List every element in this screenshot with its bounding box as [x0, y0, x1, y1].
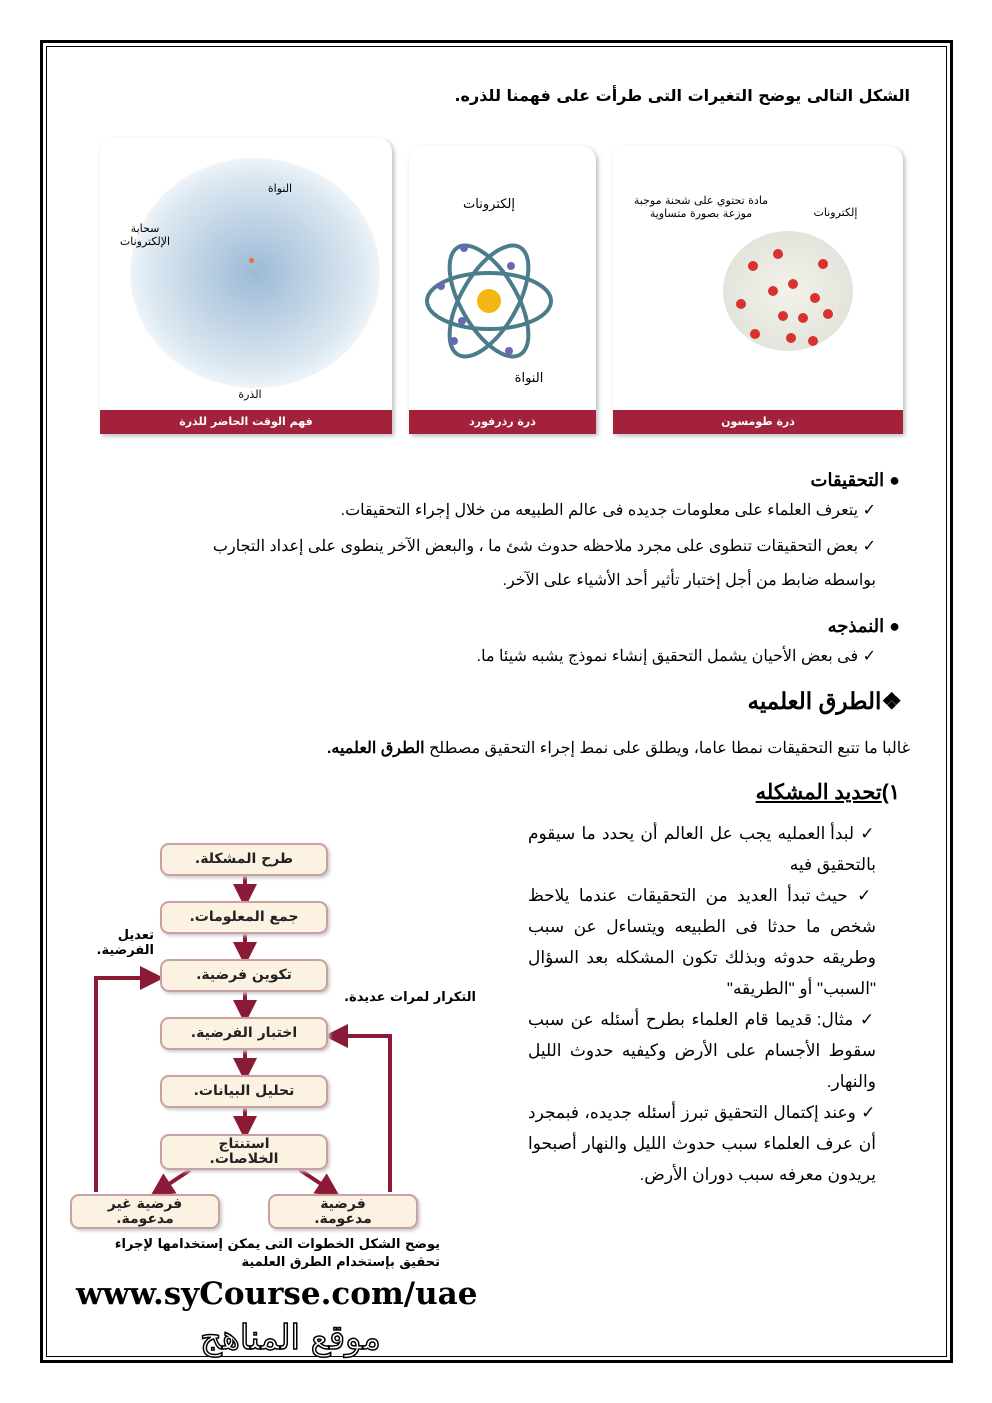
- label-nucleus: النواة: [267, 182, 293, 195]
- list-item: ✓ يتعرف العلماء على معلومات جديده فى عالم الطبيعه من خلال إجراء التحقيقات.: [340, 502, 876, 519]
- label-nucleus: النواة: [514, 371, 544, 386]
- list-item: ✓ بعض التحقيقات تنطوى على مجرد ملاحظه حدوث شئ ما ، والبعض الآخر ينطوى على إعداد التجارب: [212, 538, 876, 555]
- list-item: ✓ وعند إكتمال التحقيق تبرز أسئله جديده، فبمجرد أن عرف العلماء سبب حدوث الليل والنهار أصبحوا يريدون معرفه سبب دوران الأرض.: [528, 1103, 877, 1184]
- methods-intro: غالبا ما تتبع التحقيقات نمطا عاما، ويطلق على نمط إجراء التحقيق مصطلح الطرق العلميه.: [326, 740, 910, 757]
- flow-step-5: تحليل البيانات.: [160, 1075, 328, 1108]
- label-electrons: إلكترونات: [813, 206, 858, 219]
- list-item: ✓ مثال: قديما قام العلماء بطرح أسئله عن سبب سقوط الأجسام على الأرض وكيفيه حدوث الليل والنهار.: [528, 1010, 876, 1091]
- heading-define-problem: ١)تحديد المشكله: [755, 781, 900, 804]
- thomson-title: ذرة طومسون: [613, 410, 903, 434]
- list-item: ✓ فى بعض الأحيان يشمل التحقيق إنشاء نموذج يشبه شيئا ما.: [476, 648, 876, 665]
- list-item: ✓ لبدأ العمليه يجب عل العالم أن يحدد ما سيقوم بالتحقيق فيه: [528, 824, 877, 874]
- thomson-atom-card: [613, 146, 903, 434]
- problem-list: [528, 818, 876, 1190]
- flow-unsupported: فرضية غير مدعومة.: [70, 1194, 220, 1229]
- label-positive-matter: مادة تحتوي على شحنة موجبة موزعة بصورة متساوية: [633, 194, 769, 220]
- list-item: ✓ حيث تبدأ العديد من التحقيقات عندما يلاحظ شخص ما حدثا فى الطبيعه ويتساءل عن سبب وطريقه حدوثه وبذلك تكون المشكله بعد السؤال "السبب" أو "الطريقه": [528, 886, 876, 998]
- heading-scientific-methods: ❖الطرق العلميه: [747, 688, 902, 714]
- flow-caption: يوضح الشكل الخطوات التى يمكن إستخدامها لإجراء تحقيق بإستخدام الطرق العلمية: [114, 1237, 440, 1270]
- flow-supported: فرضية مدعومة.: [268, 1194, 418, 1229]
- heading-investigations: ● التحقيقات: [810, 470, 900, 490]
- electron-cloud: [130, 158, 380, 388]
- rutherford-atom-card: [409, 146, 596, 434]
- flow-step-1: طرح المشكلة.: [160, 843, 328, 876]
- watermark-site: موقع المناهج: [200, 1318, 381, 1358]
- label-repeat: التكرار لمرات عديدة.: [344, 990, 476, 1005]
- modern-title: فهم الوقت الحاضر للذرة: [100, 410, 392, 434]
- heading-modeling: ● النمذجه: [827, 616, 900, 636]
- flow-step-3: تكوين فرضية.: [160, 959, 328, 992]
- flow-step-2: جمع المعلومات.: [160, 901, 328, 934]
- label-electrons: إلكترونات: [463, 197, 515, 212]
- intro-text: الشكل التالى يوضح التغيرات التى طرأت على فهمنا للذره.: [454, 86, 910, 105]
- label-atom: الذرة: [238, 388, 262, 401]
- nucleus-dot: [249, 258, 254, 263]
- modern-atom-card: [100, 138, 392, 434]
- flow-step-6: استنتاج الخلاصات.: [160, 1134, 328, 1170]
- rutherford-title: ذرة رذرفورد: [409, 410, 596, 434]
- watermark-url: www.syCourse.com/uae: [76, 1276, 478, 1312]
- label-electron-cloud: سحابة الإلكترونات: [119, 222, 171, 248]
- flow-step-4: اختبار الفرضية.: [160, 1017, 328, 1050]
- label-modify-hypothesis: تعديل الفرضية.: [96, 928, 154, 958]
- list-item-continued: بواسطه ضابط من أجل إختبار تأثير أحد الأشياء على الآخر.: [502, 572, 876, 589]
- electrons: [733, 246, 843, 346]
- rutherford-orbits: [419, 226, 559, 376]
